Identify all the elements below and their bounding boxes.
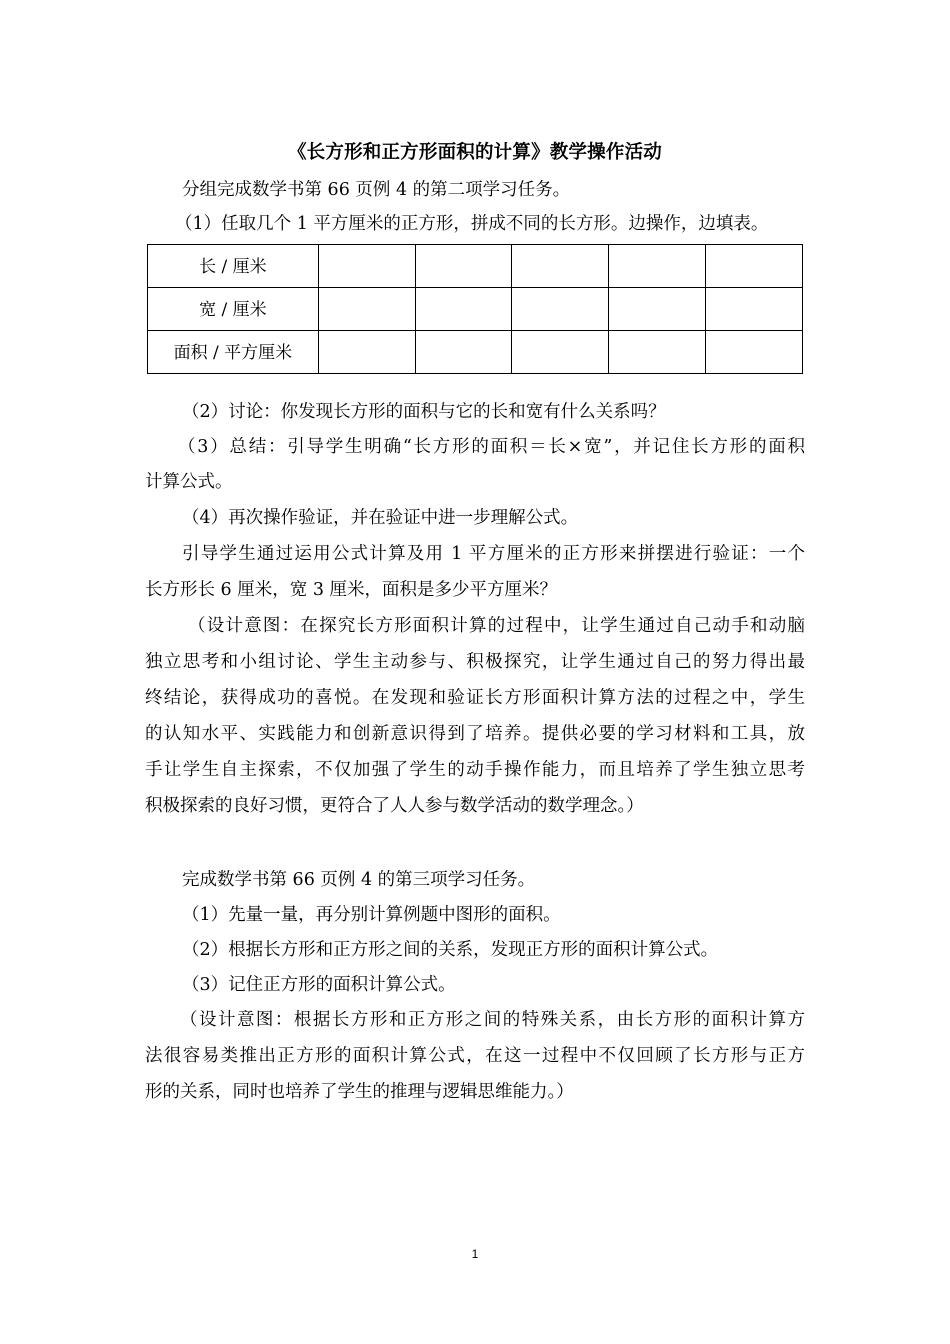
table-row — [148, 288, 803, 331]
design-note-line: 的认知水平、实践能力和创新意识得到了培养。提供必要的学习材料和工具，放 — [145, 724, 805, 744]
table-cell — [512, 288, 609, 331]
section1-step1: （1）任取几个 1 平方厘米的正方形，拼成不同的长方形。边操作，边填表。 — [175, 214, 769, 234]
section1-verify-line1: 引导学生通过运用公式计算及用 1 平方厘米的正方形来拼摆进行验证：一个 — [182, 544, 805, 564]
table-row-label: 面积 / 平方厘米 — [148, 331, 319, 374]
design-note-line: 法很容易类推出正方形的面积计算公式，在这一过程中不仅回顾了长方形与正方 — [145, 1046, 805, 1066]
table-cell — [318, 245, 415, 288]
design-note-line: （设计意图：在探究长方形面积计算的过程中，让学生通过自己动手和动脑 — [188, 616, 805, 636]
section1-step3-line1: （3）总结：引导学生明确“长方形的面积＝长×宽”，并记住长方形的面积 — [178, 437, 805, 457]
table-cell — [415, 288, 512, 331]
page-title: 《长方形和正方形面积的计算》教学操作活动 — [287, 142, 662, 163]
section2-step1: （1）先量一量，再分别计算例题中图形的面积。 — [182, 905, 561, 925]
section1-step2: （2）讨论：你发现长方形的面积与它的长和宽有什么关系吗？ — [182, 402, 666, 422]
page-number: 1 — [471, 1247, 479, 1261]
section2-step2: （2）根据长方形和正方形之间的关系，发现正方形的面积计算公式。 — [182, 940, 719, 960]
section1-step4: （4）再次操作验证，并在验证中进一步理解公式。 — [182, 508, 579, 528]
design-note-line: 形的关系，同时也培养了学生的推理与逻辑思维能力。） — [145, 1082, 574, 1102]
section2-step3: （3）记住正方形的面积计算公式。 — [182, 975, 456, 995]
table-cell — [318, 331, 415, 374]
data-table — [147, 244, 803, 374]
design-note-line: （设计意图：根据长方形和正方形之间的特殊关系，由长方形的面积计算方 — [180, 1010, 805, 1030]
table-cell — [609, 245, 706, 288]
section1-step3-line2: 计算公式。 — [145, 472, 233, 492]
table-cell — [415, 331, 512, 374]
table-cell — [706, 288, 803, 331]
design-note-line: 终结论，获得成功的喜悦。在发现和验证长方形面积计算方法的过程之中，学生 — [145, 688, 805, 708]
table-row-label: 宽 / 厘米 — [148, 288, 319, 331]
table-cell — [318, 288, 415, 331]
table-row — [148, 331, 803, 374]
table-cell — [512, 331, 609, 374]
design-note-line: 手让学生自主探索，不仅加强了学生的动手操作能力，而且培养了学生独立思考 — [145, 760, 805, 780]
table-cell — [609, 331, 706, 374]
section2-intro: 完成数学书第 66 页例 4 的第三项学习任务。 — [182, 870, 536, 890]
section1-intro: 分组完成数学书第 66 页例 4 的第二项学习任务。 — [182, 180, 571, 200]
table-row — [148, 245, 803, 288]
table-cell — [609, 288, 706, 331]
table-row-label: 长 / 厘米 — [148, 245, 319, 288]
table-cell — [706, 245, 803, 288]
design-note-line: 独立思考和小组讨论、学生主动参与、积极探究，让学生通过自己的努力得出最 — [145, 652, 805, 672]
section1-verify-line2: 长方形长 6 厘米，宽 3 厘米，面积是多少平方厘米？ — [145, 580, 558, 600]
table-cell — [512, 245, 609, 288]
table-cell — [415, 245, 512, 288]
design-note-line: 积极探索的良好习惯，更符合了人人参与数学活动的数学理念。） — [145, 796, 644, 816]
table-cell — [706, 331, 803, 374]
